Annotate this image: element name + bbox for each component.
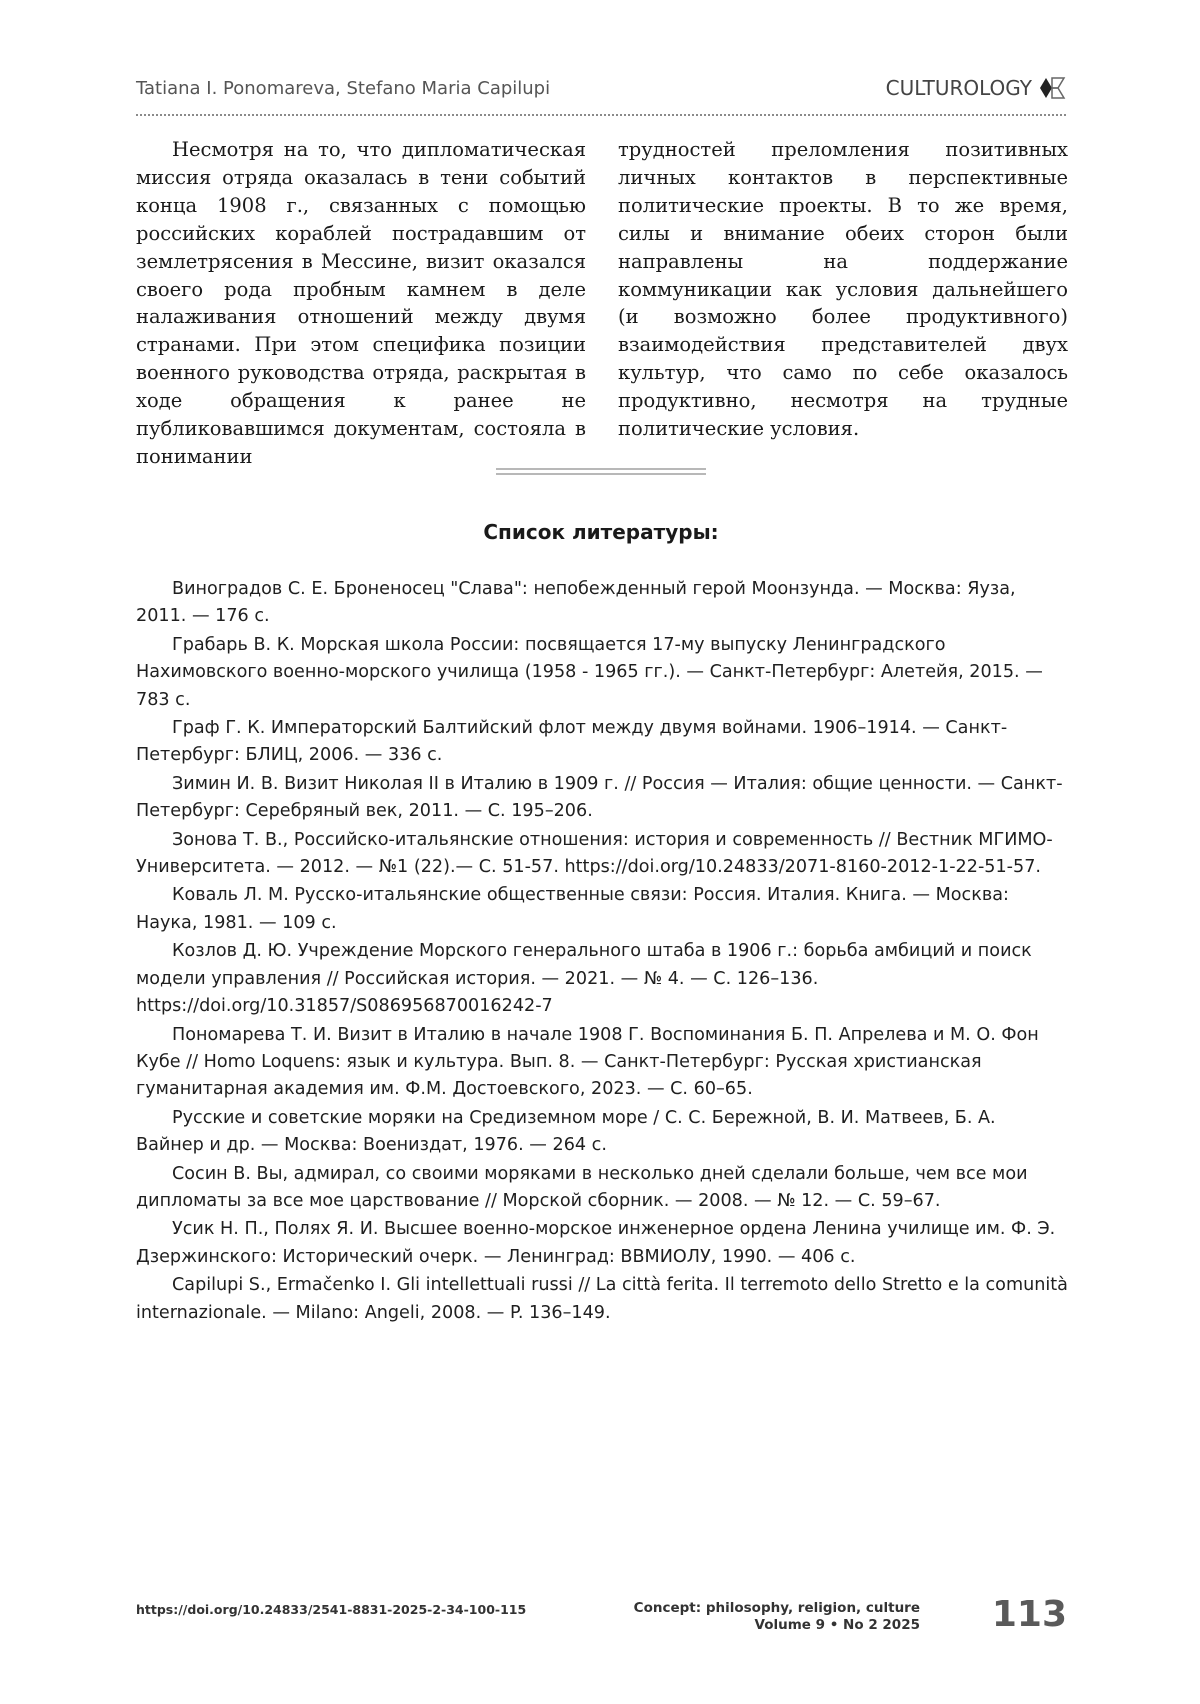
reference-item: Пономарева Т. И. Визит в Италию в начале 1908 Г. Воспоминания Б. П. Апрелева и М. О. Фон Кубе // Homo Loquens: язык и культура. Вып. 8. — Санкт-Петербург: Русская христианская гуманитарная академия им. Ф.М. Достоевского, 2023. — С. 60–65. <box>136 1024 1039 1100</box>
section-divider <box>496 468 706 475</box>
footer-journal <box>634 1600 920 1634</box>
references-title: Список литературы: <box>483 520 719 544</box>
journal-title: Concept: philosophy, religion, culture <box>633 1600 920 1616</box>
reference-item: Усик Н. П., Полях Я. И. Высшее военно-морское инженерное ордена Ленина училище им. Ф. Э. Дзержинского: Исторический очерк. — Ленинград: ВВМИОЛУ, 1990. — 406 с. <box>136 1219 1056 1267</box>
footer-doi: https://doi.org/10.24833/2541-8831-2025-2-34-100-115 <box>136 1602 527 1617</box>
journal-issue: Volume 9 • No 2 2025 <box>754 1617 920 1633</box>
header-section <box>886 76 1066 100</box>
reference-item: Сосин В. Вы, адмирал, со своими моряками в несколько дней сделали больше, чем все мои дипломаты за все мое царствование // Морской сборник. — 2008. — № 12. — С. 59–67. <box>136 1163 1028 1211</box>
header-section-label: CULTUROLOGY <box>885 76 1032 100</box>
reference-item: Козлов Д. Ю. Учреждение Морского генерального штаба в 1906 г.: борьба амбиций и поиск модели управления // Российская история. — 2021. — № 4. — С. 126–136. https://doi.org/10.31857/S086956870016242-7 <box>136 941 1032 1017</box>
body-column-right <box>618 136 1068 471</box>
reference-item: Граф Г. К. Императорский Балтийский флот между двумя войнами. 1906–1914. — Санкт-Петербург: БЛИЦ, 2006. — 336 с. <box>136 718 1008 766</box>
body-column-left <box>136 136 586 471</box>
reference-list <box>136 576 1068 1327</box>
paragraph-left: Несмотря на то, что дипломатическая миссия отряда оказалась в тени событий конца 1908 г., связанных с помощью российских кораблей пострадавшим от землетрясения в Мессине, визит оказался своего рода пробным камнем в деле налаживания отношений между двумя странами. При этом специфика позиции военного руководства отряда, раскрытая в ходе обращения к ранее не публиковавшимся документам, состояла в понимании <box>136 138 586 468</box>
reference-item: Виноградов С. Е. Броненосец "Слава": непобежденный герой Моонзунда. — Москва: Яуза, 2011. — 176 с. <box>136 579 1016 627</box>
running-header <box>136 76 1066 116</box>
diamond-icon <box>1038 76 1066 100</box>
reference-item: Русские и советские моряки на Средиземном море / С. С. Бережной, В. И. Матвеев, Б. А. Вайнер и др. — Москва: Воениздат, 1976. — 264 с. <box>136 1107 996 1156</box>
header-authors: Tatiana I. Ponomareva, Stefano Maria Capilupi <box>136 78 551 99</box>
reference-item: Грабарь В. К. Морская школа России: посвящается 17-му выпуску Ленинградского Нахимовского военно-морского училища (1958 - 1965 гг.). — Санкт-Петербург: Алетейя, 2015. — 783 с. <box>136 634 1043 710</box>
reference-item: Коваль Л. М. Русско-итальянские общественные связи: Россия. Италия. Книга. — Москва: Наука, 1981. — 109 с. <box>136 885 1009 933</box>
reference-item: Зимин И. В. Визит Николая II в Италию в 1909 г. // Россия — Италия: общие ценности. — Санкт-Петербург: Серебряный век, 2011. — С. 195–206. <box>136 773 1063 822</box>
paragraph-right: трудностей преломления позитивных личных контактов в перспективные политические проекты. В то же время, силы и внимание обеих сторон были направлены на поддержание коммуникации как условия дальнейшего (и возможно более продуктивного) взаимодействия представителей двух культур, что само по себе оказалось продуктивно, несмотря на трудные политические условия. <box>618 138 1068 441</box>
reference-item: Capilupi S., Ermačenko I. Gli intellettuali russi // La città ferita. Il terremoto dello Stretto e la comunità internazionale. — Milano: Angeli, 2008. — P. 136–149. <box>136 1275 1068 1323</box>
reference-item: Зонова Т. В., Российско-итальянские отношения: история и современность // Вестник МГИМО-Университета. — 2012. — №1 (22).— С. 51-57. https://doi.org/10.24833/2071-8160-2012-1-22-51-57. <box>136 829 1053 878</box>
page-number: 113 <box>991 1594 1067 1635</box>
body-text <box>136 136 1068 471</box>
